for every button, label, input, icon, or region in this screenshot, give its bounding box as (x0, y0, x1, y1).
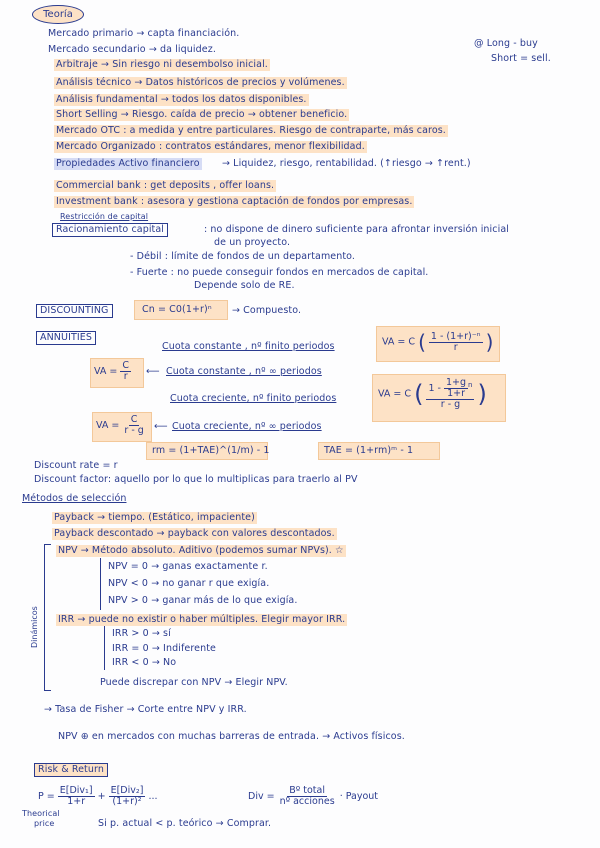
discounting-label: DISCOUNTING (36, 304, 113, 318)
line-analisis-tecnico: Análisis técnico → Datos históricos de precios y volúmenes. (56, 77, 345, 88)
annuity-constant-inf-arrow: ⟵ (146, 366, 160, 377)
price-label: price (34, 819, 55, 828)
line-commercial-bank: Commercial bank : get deposits , offer loans. (56, 180, 275, 191)
risk-return-label: Risk & Return (34, 763, 108, 777)
annuity-constant-inf-formula (94, 361, 131, 382)
line-restriccion-capital: Restricción de capital (60, 212, 149, 221)
discount-factor: Discount factor: aquello por lo que lo multiplicas para traerlo al PV (34, 474, 358, 485)
annuity-3-inner-num: 1+g (446, 377, 467, 388)
rm-formula: rm = (1+TAE)^(1/m) - 1 (152, 445, 270, 456)
side-note-short: Short = sell. (491, 53, 551, 64)
line-depende-re: Depende solo de RE. (194, 280, 295, 291)
annuities-label: ANNUITIES (36, 331, 96, 345)
line-propiedades-desc: → Liquidez, riesgo, rentabilidad. (↑riesgo → ↑rent.) (222, 158, 471, 169)
price-num-1: E[Div₁] (59, 785, 93, 796)
line-investment-bank: Investment bank : asesora y gestiona captación de fondos por empresas. (56, 196, 413, 207)
npv-title: NPV → Método absoluto. Aditivo (podemos sumar NPVs). ☆ (58, 545, 344, 556)
price-formula (38, 786, 158, 807)
discounting-note: → Compuesto. (232, 305, 302, 316)
price-num-2: E[Div₂] (110, 785, 144, 796)
annuity-4-lhs: VA = (96, 420, 120, 431)
annuity-2-den: r (123, 371, 128, 382)
annuity-4-fraction (122, 415, 145, 436)
irr-lt-zero: IRR < 0 → No (112, 657, 177, 668)
irr-sub-brace (104, 626, 105, 670)
line-racionamiento-desc: : no dispone de dinero suficiente para afrontar inversión inicial (204, 224, 510, 235)
npv-barreras-line: NPV ⊕ en mercados con muchas barreras de entrada. → Activos físicos. (58, 731, 405, 742)
line-mercado-primario: Mercado primario → capta financiación. (48, 28, 240, 39)
dynamic-bracket (44, 544, 51, 691)
fisher-line: → Tasa de Fisher → Corte entre NPV y IRR. (44, 704, 247, 715)
discrepar-line: Puede discrepar con NPV → Elegir NPV. (100, 677, 288, 688)
div-lhs: Div = (248, 791, 275, 802)
dynamic-vertical-label: Dinámicos (30, 606, 39, 648)
price-den-2: (1+r)² (112, 796, 142, 807)
annuity-1-num: 1 - (1+r)⁻ⁿ (430, 330, 481, 342)
line-racionamiento-label: Racionamiento capital (52, 223, 168, 237)
npv-sub-brace (100, 558, 101, 610)
annuity-1-lhs: VA = C (382, 336, 416, 348)
annuity-constant-finite-formula: VA = C ( $\frac{\text{1 - (1+r)⁻ⁿ}}{r}$ ) (382, 330, 494, 354)
annuity-2-fraction (120, 361, 131, 382)
irr-eq-zero: IRR = 0 → Indiferente (112, 643, 216, 654)
irr-title: IRR → puede no existir o haber múltiples. Elegir mayor IRR. (58, 614, 346, 625)
discount-rate: Discount rate = r (34, 460, 118, 471)
annuity-growing-finite: Cuota creciente, nº finito periodos (170, 393, 337, 404)
line-mercado-organizado: Mercado Organizado : contratos estándares, menor flexibilidad. (56, 141, 365, 152)
line-propiedades-label: Propiedades Activo financiero (56, 158, 200, 169)
price-den-1: 1+r (67, 796, 86, 807)
annuity-growing-inf-formula (96, 415, 146, 436)
annuity-2-lhs: VA = (94, 366, 118, 377)
annuity-4-num: C (130, 414, 138, 425)
annuity-3-lhs: VA = C (378, 388, 412, 400)
div-den: nº acciones (279, 796, 335, 807)
annuity-1-fraction (429, 332, 483, 353)
payback-line: Payback → tiempo. (Estático, impaciente) (54, 512, 255, 523)
npv-eq-zero: NPV = 0 → ganas exactamente r. (108, 561, 268, 572)
annuity-3-fraction (426, 378, 474, 410)
line-mercado-otc: Mercado OTC : a medida y entre particulares. Riesgo de contraparte, más caros. (56, 125, 446, 136)
annuity-3-den: r - g (440, 399, 461, 410)
irr-gt-zero: IRR > 0 → sí (112, 628, 171, 639)
price-dots: ... (148, 791, 158, 802)
npv-lt-zero: NPV < 0 → no ganar r que exigía. (108, 578, 270, 589)
tme-formula: TAE = (1+rm)ᵐ - 1 (324, 445, 414, 456)
annuity-constant-inf: Cuota constante , nº ∞ periodos (166, 366, 322, 377)
annuity-1-den: r (453, 341, 458, 353)
discounting-formula: Cn = C0(1+r)ⁿ (142, 304, 212, 315)
annuity-growing-inf-arrow: ⟵ (154, 421, 168, 432)
price-plus: + (97, 791, 106, 802)
line-racionamiento-desc2: de un proyecto. (214, 237, 291, 248)
price-fraction-1 (58, 786, 95, 807)
annuity-growing-finite-formula: VA = C ( 1 - $\frac{1+g}{1+r}$ $^n$ r - g ) (378, 377, 487, 410)
annuity-2-num: C (122, 360, 130, 371)
div-fraction (278, 786, 337, 807)
annuity-3-num (426, 378, 474, 400)
annuity-3-num-a: 1 - (428, 383, 441, 394)
page-title: Teoría (43, 9, 73, 20)
div-num: Bº total (289, 785, 325, 796)
payback-descontado-line: Payback descontado → payback con valores descontados. (54, 528, 335, 539)
line-fuerte: - Fuerte : no puede conseguir fondos en mercados de capital. (130, 267, 429, 278)
selection-heading: Métodos de selección (22, 493, 127, 504)
annuity-4-den: r - g (124, 425, 144, 436)
annuity-growing-inf: Cuota creciente, nº ∞ periodos (172, 421, 322, 432)
line-short-selling: Short Selling → Riesgo. caída de precio → obtener beneficio. (56, 109, 348, 120)
line-mercado-secundario: Mercado secundario → da liquidez. (48, 44, 216, 55)
line-arbitraje: Arbitraje → Sin riesgo ni desembolso inicial. (56, 59, 268, 70)
npv-gt-zero: NPV > 0 → ganar más de lo que exigía. (108, 595, 298, 606)
dividend-formula (248, 786, 378, 807)
price-fraction-2 (109, 786, 146, 807)
annuity-3-inner-fraction (444, 378, 468, 399)
line-debil: - Débil : límite de fondos de un departamento. (130, 251, 356, 262)
annuity-3-inner-den: 1+r (447, 388, 465, 399)
annuity-3-exp: n (468, 380, 473, 389)
price-lhs: P = (38, 791, 55, 802)
title-badge (32, 5, 84, 24)
annuity-constant-finite: Cuota constante , nº finito periodos (162, 341, 335, 352)
theoretical-label: Theorical (22, 809, 60, 818)
compare-line: Si p. actual < p. teórico → Comprar. (98, 818, 272, 829)
side-note-long: @ Long - buy (474, 38, 538, 49)
div-payout: · Payout (339, 791, 379, 802)
line-analisis-fundamental: Análisis fundamental → todos los datos disponibles. (56, 94, 307, 105)
